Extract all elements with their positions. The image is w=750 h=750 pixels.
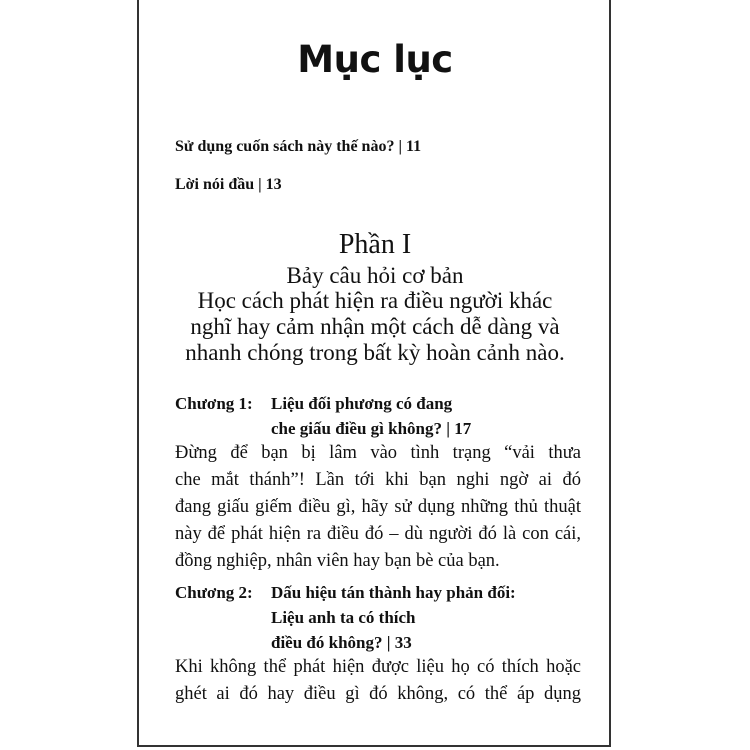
page-title: Mục lục — [297, 38, 453, 81]
chapter-1-body-line: che mắt thánh”! Lần tới khi bạn nghi ngờ ai đó — [175, 470, 581, 490]
part-subtitle-line: Học cách phát hiện ra điều người khác — [197, 288, 553, 313]
part-heading: Phần I — [338, 229, 412, 260]
chapter-1-body-line: đang giấu giếm điều gì, hãy sử dụng những thủ thuật — [175, 497, 581, 517]
chapter-2-body-line: Khi không thể phát hiện được liệu họ có thích hoặc — [175, 657, 581, 677]
chapter-1-label: Chương 1: — [175, 394, 253, 413]
toc-entry-how-to-use: Sử dụng cuốn sách này thế nào? | 11 — [175, 138, 422, 155]
chapter-1-title: che giấu điều gì không? | 17 — [271, 419, 472, 438]
chapter-2-title: điều đó không? | 33 — [271, 633, 412, 652]
part-subtitle-line: nghĩ hay cảm nhận một cách dễ dàng và — [190, 314, 560, 339]
chapter-1-body-line: này để phát hiện ra điều đó – dù người đó là con cái, — [175, 524, 581, 544]
chapter-1-body-line: Đừng để bạn bị lâm vào tình trạng “vải thưa — [175, 443, 581, 463]
part-subtitle-line: nhanh chóng trong bất kỳ hoàn cảnh nào. — [185, 340, 565, 365]
chapter-2-title: Dấu hiệu tán thành hay phản đối: — [271, 583, 516, 602]
chapter-2-body-line: ghét ai đó hay điều gì đó không, có thể áp dụng — [175, 684, 581, 704]
chapter-2-label: Chương 2: — [175, 583, 253, 602]
part-subtitle-line: Bảy câu hỏi cơ bản — [286, 263, 464, 288]
chapter-1-title: Liệu đối phương có đang — [271, 394, 453, 413]
chapter-1-body-line: đồng nghiệp, nhân viên hay bạn bè của bạn. — [175, 551, 500, 571]
chapter-2-title: Liệu anh ta có thích — [271, 608, 416, 627]
toc-entry-preface: Lời nói đầu | 13 — [175, 176, 282, 193]
